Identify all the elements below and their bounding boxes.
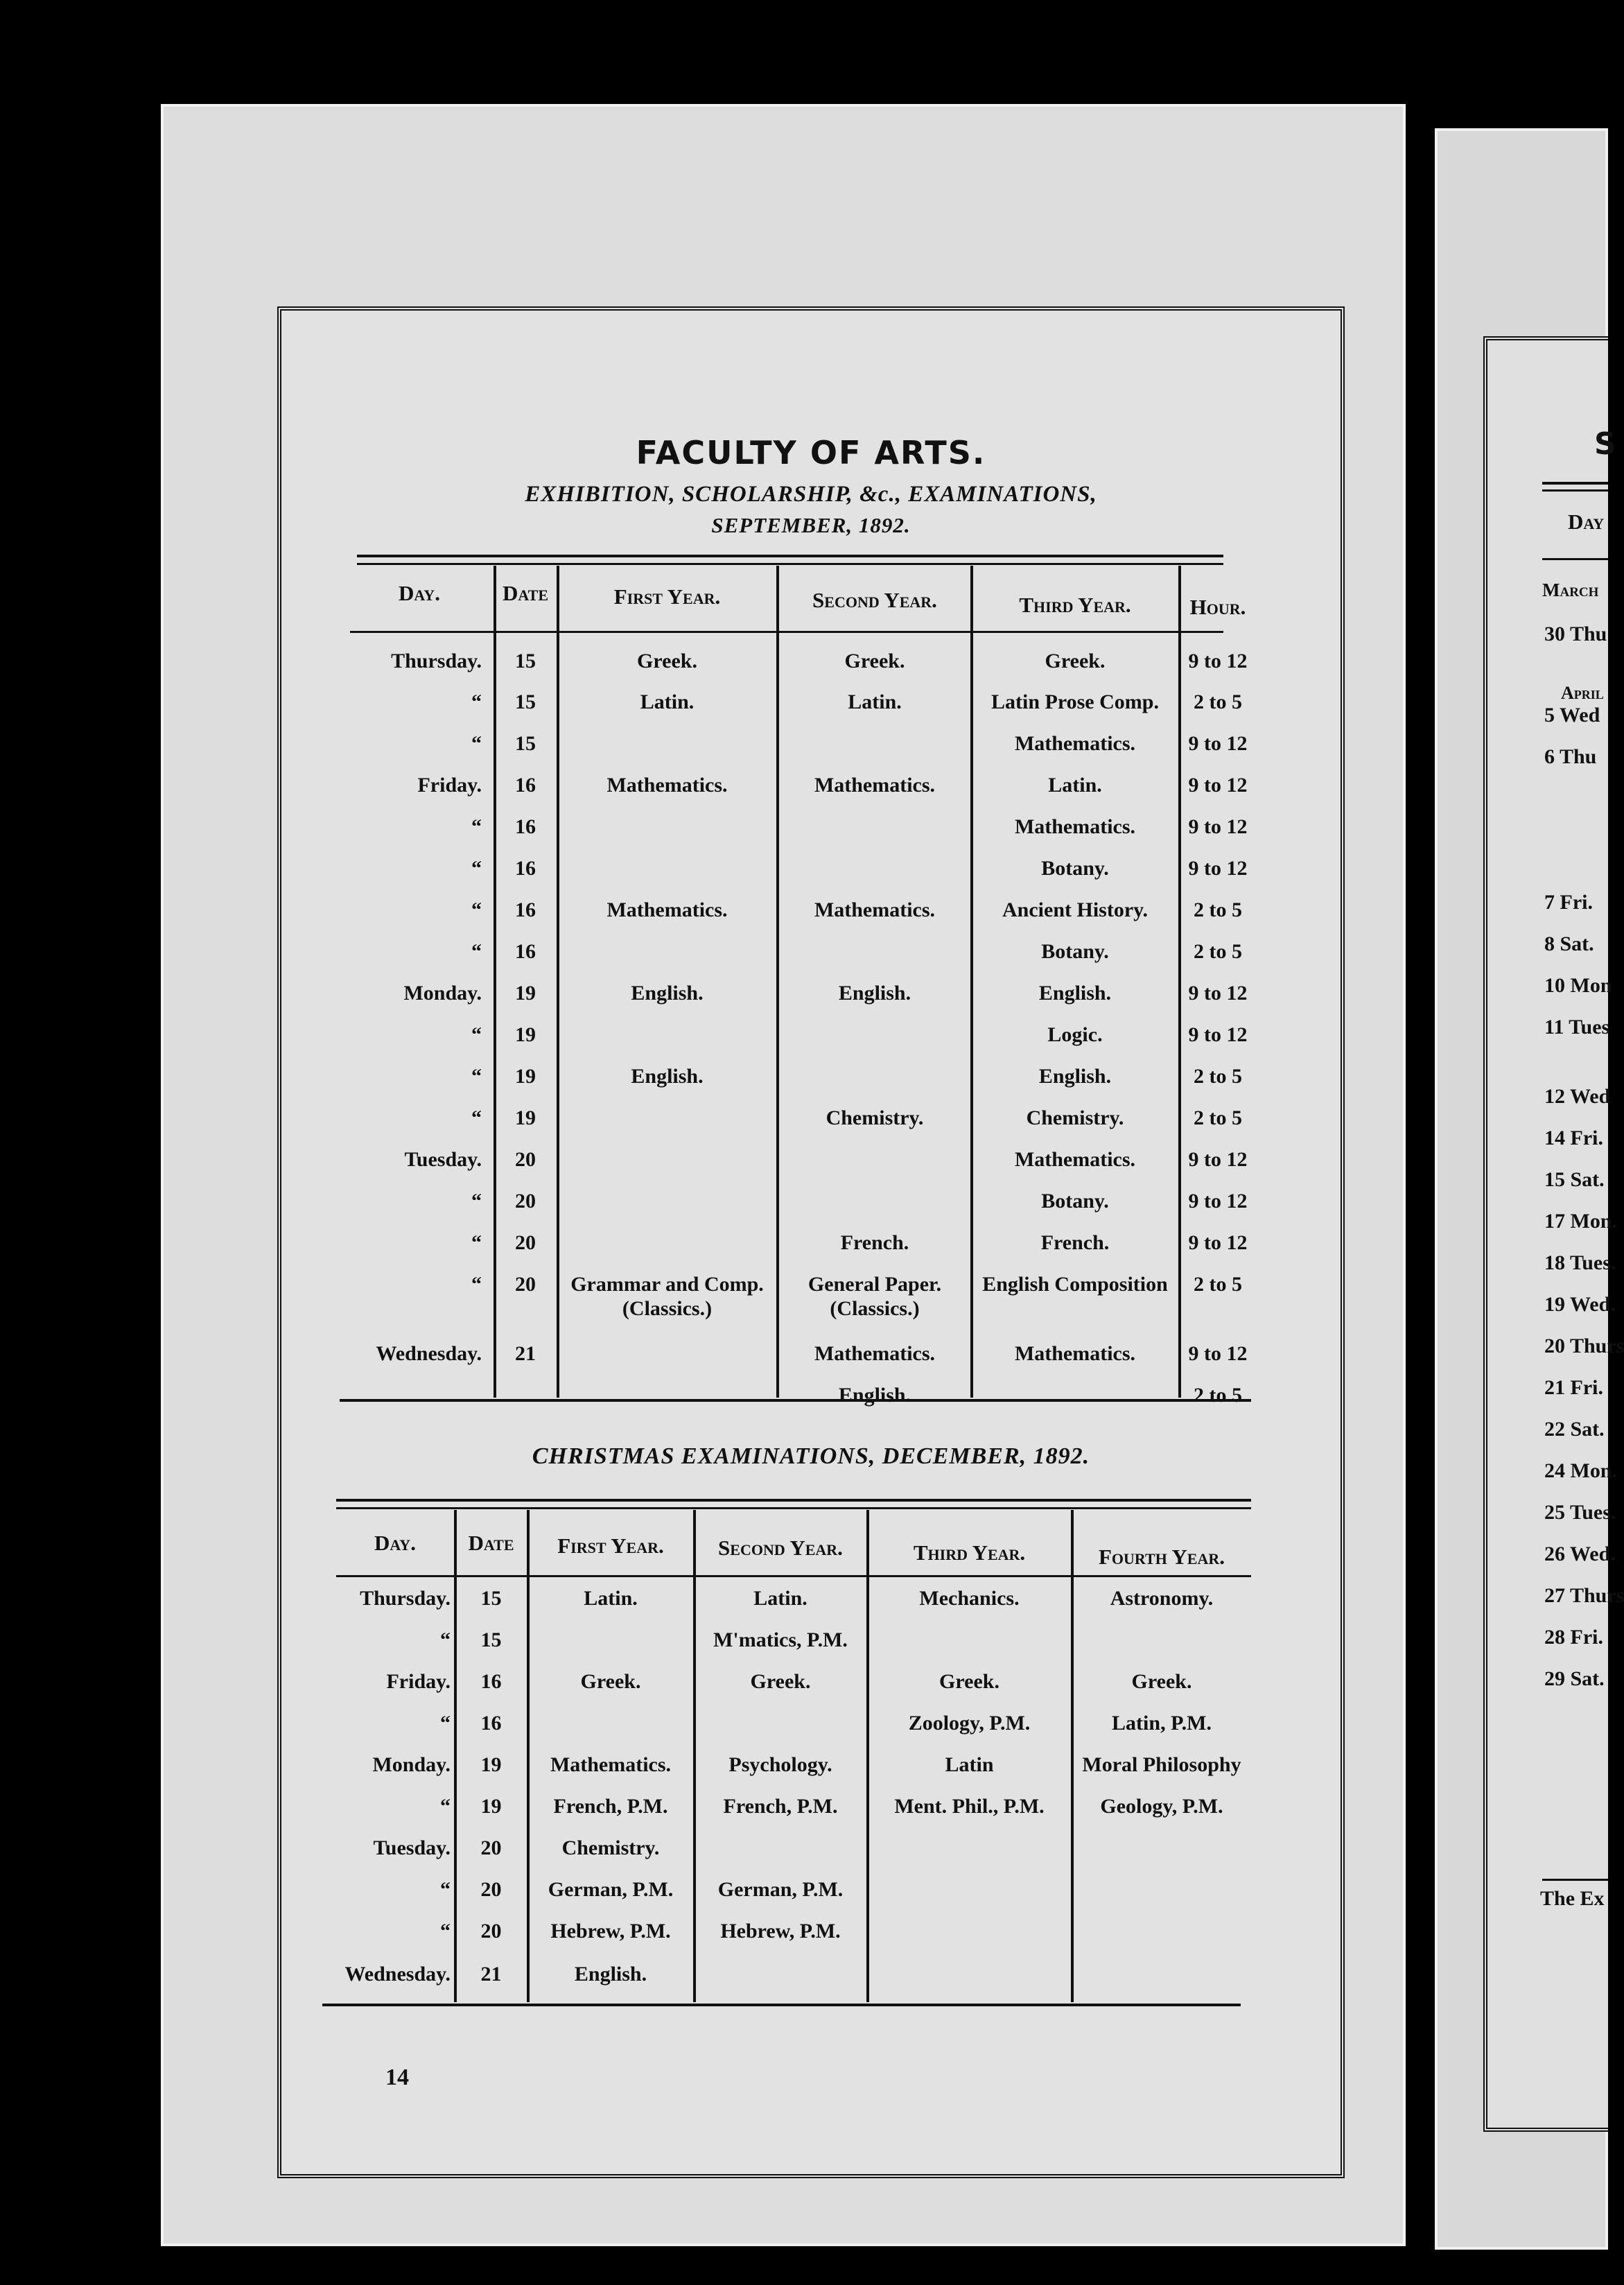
september-cell-third-year: Mathematics.	[1014, 815, 1136, 838]
september-cell-hour: 9 to 12	[1188, 982, 1248, 1005]
right-page-entry: 8 Sat.	[1544, 932, 1594, 955]
right-page-entry: 28 Fri.	[1544, 1626, 1603, 1649]
september-cell-day: Wednesday.	[376, 1342, 482, 1365]
september-cell-third-year: Latin Prose Comp.	[991, 690, 1159, 713]
christmas-cell-day: Friday.	[386, 1670, 451, 1693]
christmas-cell-third-year: Mechanics.	[919, 1587, 1020, 1610]
christmas-cell-day: “	[440, 1712, 451, 1735]
right-page-entry: 19 Wed.	[1544, 1293, 1616, 1316]
right-page-entry: 10 Mon	[1544, 974, 1612, 997]
september-cell-third-year: English Composition	[982, 1273, 1168, 1296]
christmas-cell-day: “	[440, 1628, 451, 1651]
september-cell-day: “	[471, 1273, 482, 1296]
christmas-cell-second-year: Hebrew, P.M.	[720, 1920, 841, 1943]
christmas-cell-fourth-year: Astronomy.	[1110, 1587, 1214, 1610]
christmas-cell-first-year: German, P.M.	[548, 1878, 674, 1901]
september-cell-day: “	[471, 732, 482, 755]
christmas-cell-third-year: Zoology, P.M.	[908, 1712, 1031, 1735]
right-page-bottom-rule	[1542, 1879, 1608, 1881]
september-cell-third-year: Latin.	[1048, 774, 1102, 797]
september-cell-first-year: English.	[631, 982, 704, 1005]
september-cell-hour: 2 to 5	[1194, 1273, 1242, 1296]
right-page-header-rule	[1542, 558, 1608, 560]
right-page-entry: 30 Thu	[1544, 623, 1607, 645]
september-cell-second-year: French.	[840, 1231, 909, 1254]
christmas-cell-second-year: German, P.M.	[717, 1878, 844, 1901]
christmas-cell-first-year: Mathematics.	[550, 1753, 672, 1776]
september-cell-date: 20	[515, 1190, 536, 1213]
september-cell-third-year: Botany.	[1041, 857, 1109, 880]
christmas-cell-second-year: French, P.M.	[723, 1795, 838, 1818]
september-cell-hour: 9 to 12	[1188, 1231, 1248, 1254]
christmas-cell-fourth-year: Latin, P.M.	[1112, 1712, 1212, 1735]
christmas-cell-fourth-year: Greek.	[1131, 1670, 1192, 1693]
christmas-top-rule	[336, 1499, 1251, 1502]
september-cell-third-year: Mathematics.	[1014, 732, 1136, 755]
right-page-entry: 24 Mon.	[1544, 1459, 1617, 1482]
right-page-entry: 17 Mon.	[1544, 1210, 1617, 1233]
christmas-cell-third-year: Ment. Phil., P.M.	[894, 1795, 1045, 1818]
christmas-cell-date: 16	[480, 1670, 502, 1693]
september-cell-date: 20	[515, 1273, 536, 1296]
christmas-header-first-year: First Year.	[557, 1534, 664, 1558]
september-cell-third-year: English.	[1038, 982, 1112, 1005]
september-cell-day: “	[471, 815, 482, 838]
right-page-month-march: March	[1542, 580, 1599, 600]
september-cell-third-year: Ancient History.	[1002, 898, 1148, 921]
christmas-header-day: Day.	[374, 1531, 416, 1555]
september-cell-third-year: Chemistry.	[1026, 1106, 1124, 1129]
september-cell-date: 16	[515, 774, 536, 797]
christmas-cell-fourth-year: Geology, P.M.	[1100, 1795, 1223, 1818]
september-cell-second-year: Chemistry.	[826, 1106, 924, 1129]
christmas-cell-fourth-year: Moral Philosophy	[1082, 1753, 1241, 1776]
right-page-month-april: April	[1561, 683, 1604, 703]
september-cell-date: 15	[515, 732, 536, 755]
september-cell-third-year: Greek.	[1045, 650, 1106, 672]
right-page-entry: 6 Thu	[1544, 745, 1597, 768]
september-cell-day: “	[471, 1065, 482, 1088]
september-cell-date: 21	[515, 1342, 536, 1365]
september-cell-hour: 9 to 12	[1188, 774, 1248, 797]
september-cell-third-year: Logic.	[1047, 1023, 1103, 1046]
christmas-header-rule	[336, 1575, 1251, 1577]
september-cell-hour: 9 to 12	[1188, 857, 1248, 880]
christmas-header-third-year: Third Year.	[913, 1540, 1026, 1565]
september-cell-second-year: Mathematics.	[814, 774, 936, 797]
christmas-title: CHRISTMAS EXAMINATIONS, DECEMBER, 1892.	[532, 1443, 1090, 1469]
september-subtitle-line2: SEPTEMBER, 1892.	[711, 513, 911, 537]
september-cell-second-year: Latin.	[848, 690, 902, 713]
september-cell-date: 20	[515, 1148, 536, 1171]
september-cell-third-year: Mathematics.	[1014, 1148, 1136, 1171]
christmas-cell-second-year: Psychology.	[728, 1753, 832, 1776]
christmas-cell-date: 20	[480, 1920, 502, 1943]
september-cell-second-year: General Paper.	[807, 1273, 942, 1296]
september-cell-date: 16	[515, 857, 536, 880]
september-cell-day: Monday.	[403, 982, 482, 1005]
right-page-header-day: Day	[1568, 510, 1605, 534]
september-cell-third-year: French.	[1040, 1231, 1110, 1254]
september-cell-day: “	[471, 857, 482, 880]
september-cell-hour: 9 to 12	[1188, 1190, 1248, 1213]
christmas-cell-date: 21	[480, 1963, 502, 1986]
christmas-cell-date: 20	[480, 1836, 502, 1859]
christmas-cell-day: “	[440, 1920, 451, 1943]
september-cell-hour: 9 to 12	[1188, 650, 1248, 672]
right-page-entry: 5 Wed	[1544, 704, 1600, 727]
christmas-cell-date: 19	[480, 1795, 502, 1818]
christmas-cell-first-year: English.	[574, 1963, 647, 1986]
christmas-cell-day: “	[440, 1878, 451, 1901]
september-cell-second-year: Mathematics.	[814, 898, 936, 921]
right-page-frame	[1483, 336, 1611, 2132]
christmas-cell-date: 19	[480, 1753, 502, 1776]
september-cell-day: Friday.	[417, 774, 482, 797]
september-cell-date: 16	[515, 815, 536, 838]
right-page-entry: 25 Tues.	[1544, 1501, 1616, 1524]
christmas-top-rule-inner	[336, 1507, 1251, 1509]
christmas-cell-day: Wednesday.	[344, 1963, 451, 1986]
right-page-entry: 12 Wed	[1544, 1085, 1611, 1108]
september-cell-date: 16	[515, 898, 536, 921]
right-page-title-fragment: S	[1594, 426, 1616, 462]
right-page-entry: 26 Wed.	[1544, 1543, 1616, 1565]
september-cell-second-year: English.	[838, 982, 911, 1005]
september-cell-hour: 2 to 5	[1194, 1106, 1242, 1129]
september-cell-hour: 2 to 5	[1194, 898, 1242, 921]
september-cell-second-year: English.	[838, 1384, 911, 1407]
september-header-rule	[350, 631, 1223, 633]
september-col-divider	[776, 566, 779, 1398]
september-cell-date: 16	[515, 940, 536, 963]
september-col-divider	[557, 566, 559, 1398]
christmas-cell-first-year: Latin.	[584, 1587, 638, 1610]
september-cell-first-year: Latin.	[640, 690, 695, 713]
september-header-second-year: Second Year.	[812, 588, 937, 612]
september-header-hour: Hour.	[1189, 595, 1246, 619]
christmas-cell-date: 16	[480, 1712, 502, 1735]
right-page-entry: 15 Sat.	[1544, 1168, 1605, 1191]
september-cell-first-year: Mathematics.	[606, 774, 728, 797]
christmas-cell-third-year: Greek.	[939, 1670, 999, 1693]
september-cell-day: “	[471, 1231, 482, 1254]
september-cell-hour: 2 to 5	[1194, 1065, 1242, 1088]
september-cell-day: “	[471, 898, 482, 921]
christmas-cell-first-year: French, P.M.	[553, 1795, 668, 1818]
september-cell-hour: 9 to 12	[1188, 815, 1248, 838]
right-page-footer-fragment: The Ex	[1540, 1887, 1605, 1910]
christmas-cell-day: “	[440, 1795, 451, 1818]
christmas-cell-third-year: Latin	[945, 1753, 994, 1776]
september-cell-second-year: Mathematics.	[814, 1342, 936, 1365]
christmas-cell-day: Tuesday.	[373, 1836, 451, 1859]
september-cell-day: “	[471, 940, 482, 963]
right-page-entry: 29 Sat.	[1544, 1667, 1605, 1690]
september-cell-date: 15	[515, 650, 536, 672]
christmas-cell-date: 15	[480, 1587, 502, 1610]
right-page-rule	[1542, 482, 1608, 485]
september-subtitle-line1: EXHIBITION, SCHOLARSHIP, &c., EXAMINATIONS,	[525, 482, 1097, 507]
right-page-rule-inner	[1542, 489, 1608, 492]
christmas-header-fourth-year: Fourth Year.	[1098, 1545, 1225, 1569]
september-cell-hour: 2 to 5	[1194, 1384, 1242, 1407]
september-cell-first-year: (Classics.)	[622, 1297, 713, 1320]
september-cell-first-year: Greek.	[637, 650, 697, 672]
right-page-entry: 21 Fri.	[1544, 1376, 1603, 1399]
right-page-entry: 7 Fri.	[1544, 891, 1593, 914]
september-cell-hour: 2 to 5	[1194, 940, 1242, 963]
september-cell-third-year: Mathematics.	[1014, 1342, 1136, 1365]
page-number: 14	[385, 2065, 409, 2090]
september-cell-third-year: English.	[1038, 1065, 1112, 1088]
right-page-entry: 27 Thurs	[1544, 1584, 1624, 1607]
christmas-bottom-rule	[322, 2004, 1241, 2006]
september-cell-date: 19	[515, 982, 536, 1005]
september-cell-first-year: Mathematics.	[606, 898, 728, 921]
right-page-entry: 22 Sat.	[1544, 1418, 1605, 1441]
september-cell-third-year: Botany.	[1041, 940, 1109, 963]
right-page-entry: 18 Tues.	[1544, 1251, 1616, 1274]
september-header-date: Date	[503, 581, 548, 605]
september-header-first-year: First Year.	[613, 584, 721, 609]
september-cell-hour: 2 to 5	[1194, 690, 1242, 713]
september-cell-hour: 9 to 12	[1188, 1148, 1248, 1171]
september-cell-first-year: English.	[631, 1065, 704, 1088]
christmas-cell-date: 20	[480, 1878, 502, 1901]
september-cell-hour: 9 to 12	[1188, 732, 1248, 755]
september-cell-second-year: (Classics.)	[830, 1297, 920, 1320]
christmas-cell-day: Monday.	[372, 1753, 451, 1776]
christmas-header-second-year: Second Year.	[718, 1536, 843, 1560]
christmas-header-date: Date	[468, 1531, 514, 1555]
christmas-cell-first-year: Greek.	[580, 1670, 641, 1693]
christmas-cell-first-year: Hebrew, P.M.	[550, 1920, 671, 1943]
september-cell-date: 15	[515, 690, 536, 713]
right-page-entry: 14 Fri.	[1544, 1127, 1603, 1149]
september-col-divider	[494, 566, 496, 1398]
september-cell-day: “	[471, 1106, 482, 1129]
christmas-cell-second-year: Latin.	[753, 1587, 807, 1610]
right-page-entry: 20 Thurs	[1544, 1335, 1624, 1357]
september-cell-hour: 9 to 12	[1188, 1342, 1248, 1365]
september-cell-date: 19	[515, 1106, 536, 1129]
september-header-day: Day.	[399, 581, 440, 605]
christmas-cell-second-year: Greek.	[750, 1670, 811, 1693]
september-cell-day: “	[471, 1190, 482, 1213]
page-title: FACULTY OF ARTS.	[636, 434, 986, 471]
september-col-divider	[1178, 566, 1181, 1398]
september-cell-date: 19	[515, 1023, 536, 1046]
christmas-cell-date: 15	[480, 1628, 502, 1651]
christmas-cell-second-year: M'matics, P.M.	[713, 1628, 848, 1651]
september-cell-date: 20	[515, 1231, 536, 1254]
christmas-cell-first-year: Chemistry.	[561, 1836, 660, 1859]
september-cell-day: Tuesday.	[404, 1148, 482, 1171]
september-cell-day: Thursday.	[391, 650, 482, 672]
september-cell-second-year: Greek.	[844, 650, 905, 672]
christmas-cell-day: Thursday.	[360, 1587, 451, 1610]
september-cell-date: 19	[515, 1065, 536, 1088]
september-cell-first-year: Grammar and Comp.	[570, 1273, 764, 1296]
september-top-rule-inner	[357, 563, 1223, 565]
september-top-rule	[357, 555, 1223, 557]
september-col-divider	[970, 566, 973, 1398]
september-cell-day: “	[471, 1023, 482, 1046]
september-cell-hour: 9 to 12	[1188, 1023, 1248, 1046]
right-page-entry: 11 Tues	[1544, 1016, 1610, 1039]
september-cell-day: “	[471, 690, 482, 713]
september-cell-third-year: Botany.	[1041, 1190, 1109, 1213]
september-header-third-year: Third Year.	[1019, 593, 1131, 617]
